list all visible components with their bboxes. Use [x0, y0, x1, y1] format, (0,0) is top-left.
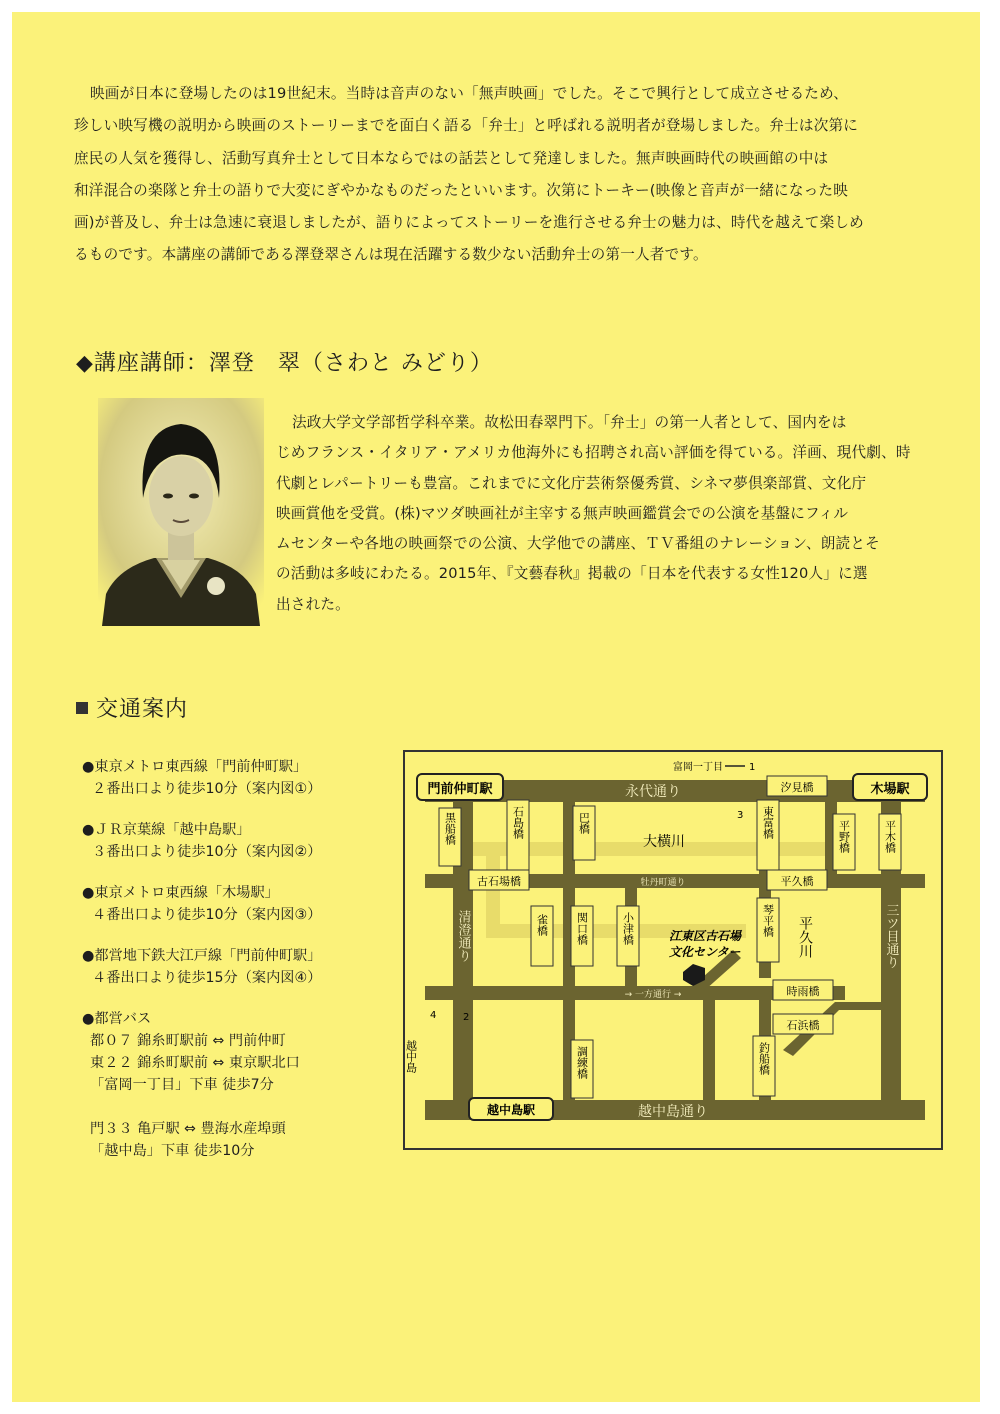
map-marker: 3: [737, 810, 744, 821]
bridge-label: 石浜橋: [786, 1019, 820, 1032]
access-heading-text: 交通案内: [96, 697, 189, 722]
access-line: ●都営地下鉄大江戸線「門前仲町駅」: [82, 948, 322, 964]
intro-line: るものです。本講座の講師である澤登翠さんは現在活躍する数少ない活動弁士の第一人者です。: [74, 246, 708, 264]
intro-line: 映画が日本に登場したのは19世紀末。当時は音声のない「無声映画」でした。そこで興行として成立させるため、: [90, 85, 849, 102]
bridge-label: 小津橋: [621, 912, 635, 945]
bridge-label: 汐見橋: [780, 781, 814, 794]
bridge-label: 関口橋: [575, 912, 589, 945]
lecturer-bio: [276, 408, 938, 620]
bus-line: 都０７ 錦糸町駅前 ⇔ 門前仲町: [90, 1033, 286, 1049]
station-monzen: [417, 774, 503, 800]
station-etchujima: [469, 1098, 553, 1120]
place-label: 富岡一丁目: [673, 762, 723, 773]
river-label: 平久川: [797, 916, 813, 958]
road-label: 清澄通り: [455, 910, 471, 962]
bio-line: の活動は多岐にわたる。2015年、『文藝春秋』掲載の「日本を代表する女性120人」に選: [276, 565, 868, 583]
bridge-label: 調練橋: [575, 1046, 589, 1079]
access-line: ●東京メトロ東西線「木場駅」: [82, 885, 279, 901]
bio-line: 映画賞他を受賞。(株)マツダ映画社が主宰する無声映画鑑賞会での公演を基盤にフィル: [276, 504, 849, 522]
bio-line: 出された。: [276, 595, 350, 613]
bridge-label: 平野橋: [837, 820, 851, 853]
bridge-label: 古石場橋: [477, 875, 521, 888]
access-line: ３番出口より徒歩10分（案内図②）: [92, 844, 322, 860]
venue-label: 文化センター: [669, 945, 741, 959]
intro-line: 画)が普及し、弁士は急速に衰退しましたが、語りによってストーリーを進行させる弁士の魅力は、時代を越えて楽しめ: [74, 214, 864, 232]
intro-line: 和洋混合の楽隊と弁士の語りで大変にぎやかなものだったといいます。次第にトーキー(映像と音声が一緒になった映: [74, 181, 849, 199]
bus-line: 門３３ 亀戸駅 ⇔ 豊海水産埠頭: [90, 1121, 286, 1137]
bridge-label: 琴平橋: [761, 904, 775, 937]
map-marker: 2: [463, 1012, 470, 1023]
bridge-label: 釣船橋: [757, 1042, 771, 1075]
bridge-label: 東富橋: [761, 806, 775, 839]
bridge-label: 時雨橋: [786, 985, 820, 998]
access-line: ●東京メトロ東西線「門前仲町駅」: [82, 759, 308, 775]
road-label: 永代通り: [625, 784, 681, 800]
access-map: [403, 750, 943, 1150]
access-list: [82, 756, 382, 1162]
bus-title: ●都営バス: [82, 1011, 152, 1027]
access-item: [82, 756, 382, 800]
bridge-label: 雀橋: [535, 914, 549, 936]
bridge-label: 巴橋: [577, 812, 591, 834]
access-item: [82, 819, 382, 863]
road-label: 三ツ目通り: [883, 903, 899, 969]
station-kiba: [853, 774, 927, 800]
bus-line: 「越中島」下車 徒歩10分: [90, 1143, 255, 1159]
access-line: ４番出口より徒歩15分（案内図④）: [92, 970, 322, 986]
river-label: 大横川: [643, 834, 685, 850]
place-label: 越中島: [404, 1040, 418, 1073]
road-label: 越中島通り: [638, 1104, 708, 1120]
bridge-label: 石島橋: [511, 806, 525, 839]
bus-line: 「富岡一丁目」下車 徒歩7分: [90, 1077, 274, 1093]
bio-line: じめフランス・イタリア・アメリカ他海外にも招聘され高い評価を得ている。洋画、現代劇、時: [276, 444, 911, 462]
bridge-label: 黒船橋: [443, 812, 457, 845]
access-item: [82, 945, 382, 989]
road-label: 牡丹町通り: [640, 878, 686, 888]
bio-line: 代劇とレパートリーも豊富。これまでに文化庁芸術祭優秀賞、シネマ夢倶楽部賞、文化庁: [276, 474, 867, 492]
station-label: 木場駅: [870, 782, 910, 797]
access-line: ２番出口より徒歩10分（案内図①）: [92, 781, 322, 797]
bus-info: [82, 1008, 382, 1162]
bridge-label: 平木橋: [883, 820, 897, 853]
map-marker: 1: [749, 762, 756, 773]
access-line: ●ＪＲ京葉線「越中島駅」: [82, 822, 251, 838]
intro-line: 庶民の人気を獲得し、活動写真弁士として日本ならではの話芸として発達しました。無声映画時代の映画館の中は: [74, 149, 829, 167]
bio-line: 法政大学文学部哲学科卒業。故松田春翠門下。「弁士」の第一人者として、国内をは: [292, 414, 847, 431]
bus-line: 東２２ 錦糸町駅前 ⇔ 東京駅北口: [90, 1055, 300, 1071]
access-heading: [76, 692, 188, 723]
intro-paragraph: [74, 78, 936, 272]
station-label: 門前仲町駅: [427, 782, 493, 797]
bio-line: ムセンターや各地の映画祭での公演、大学他での講座、ＴＶ番組のナレーション、朗読とそ: [276, 535, 880, 553]
bridge-label: 平久橋: [780, 875, 814, 888]
square-bullet-icon: [76, 702, 88, 714]
access-line: ４番出口より徒歩10分（案内図③）: [92, 907, 322, 923]
lecturer-photo: [98, 398, 264, 626]
intro-line: 珍しい映写機の説明から映画のストーリーまでを面白く語る「弁士」と呼ばれる説明者が登場しました。弁士は次第に: [74, 117, 859, 135]
road-label: → 一方通行 →: [624, 990, 682, 1000]
access-item: [82, 882, 382, 926]
venue-label: 江東区古石場: [669, 929, 742, 943]
lecturer-heading: ◆講座講師：澤登 翠（さわと みどり）: [76, 351, 493, 376]
map-marker: 4: [430, 1010, 437, 1021]
station-label: 越中島駅: [486, 1103, 536, 1117]
